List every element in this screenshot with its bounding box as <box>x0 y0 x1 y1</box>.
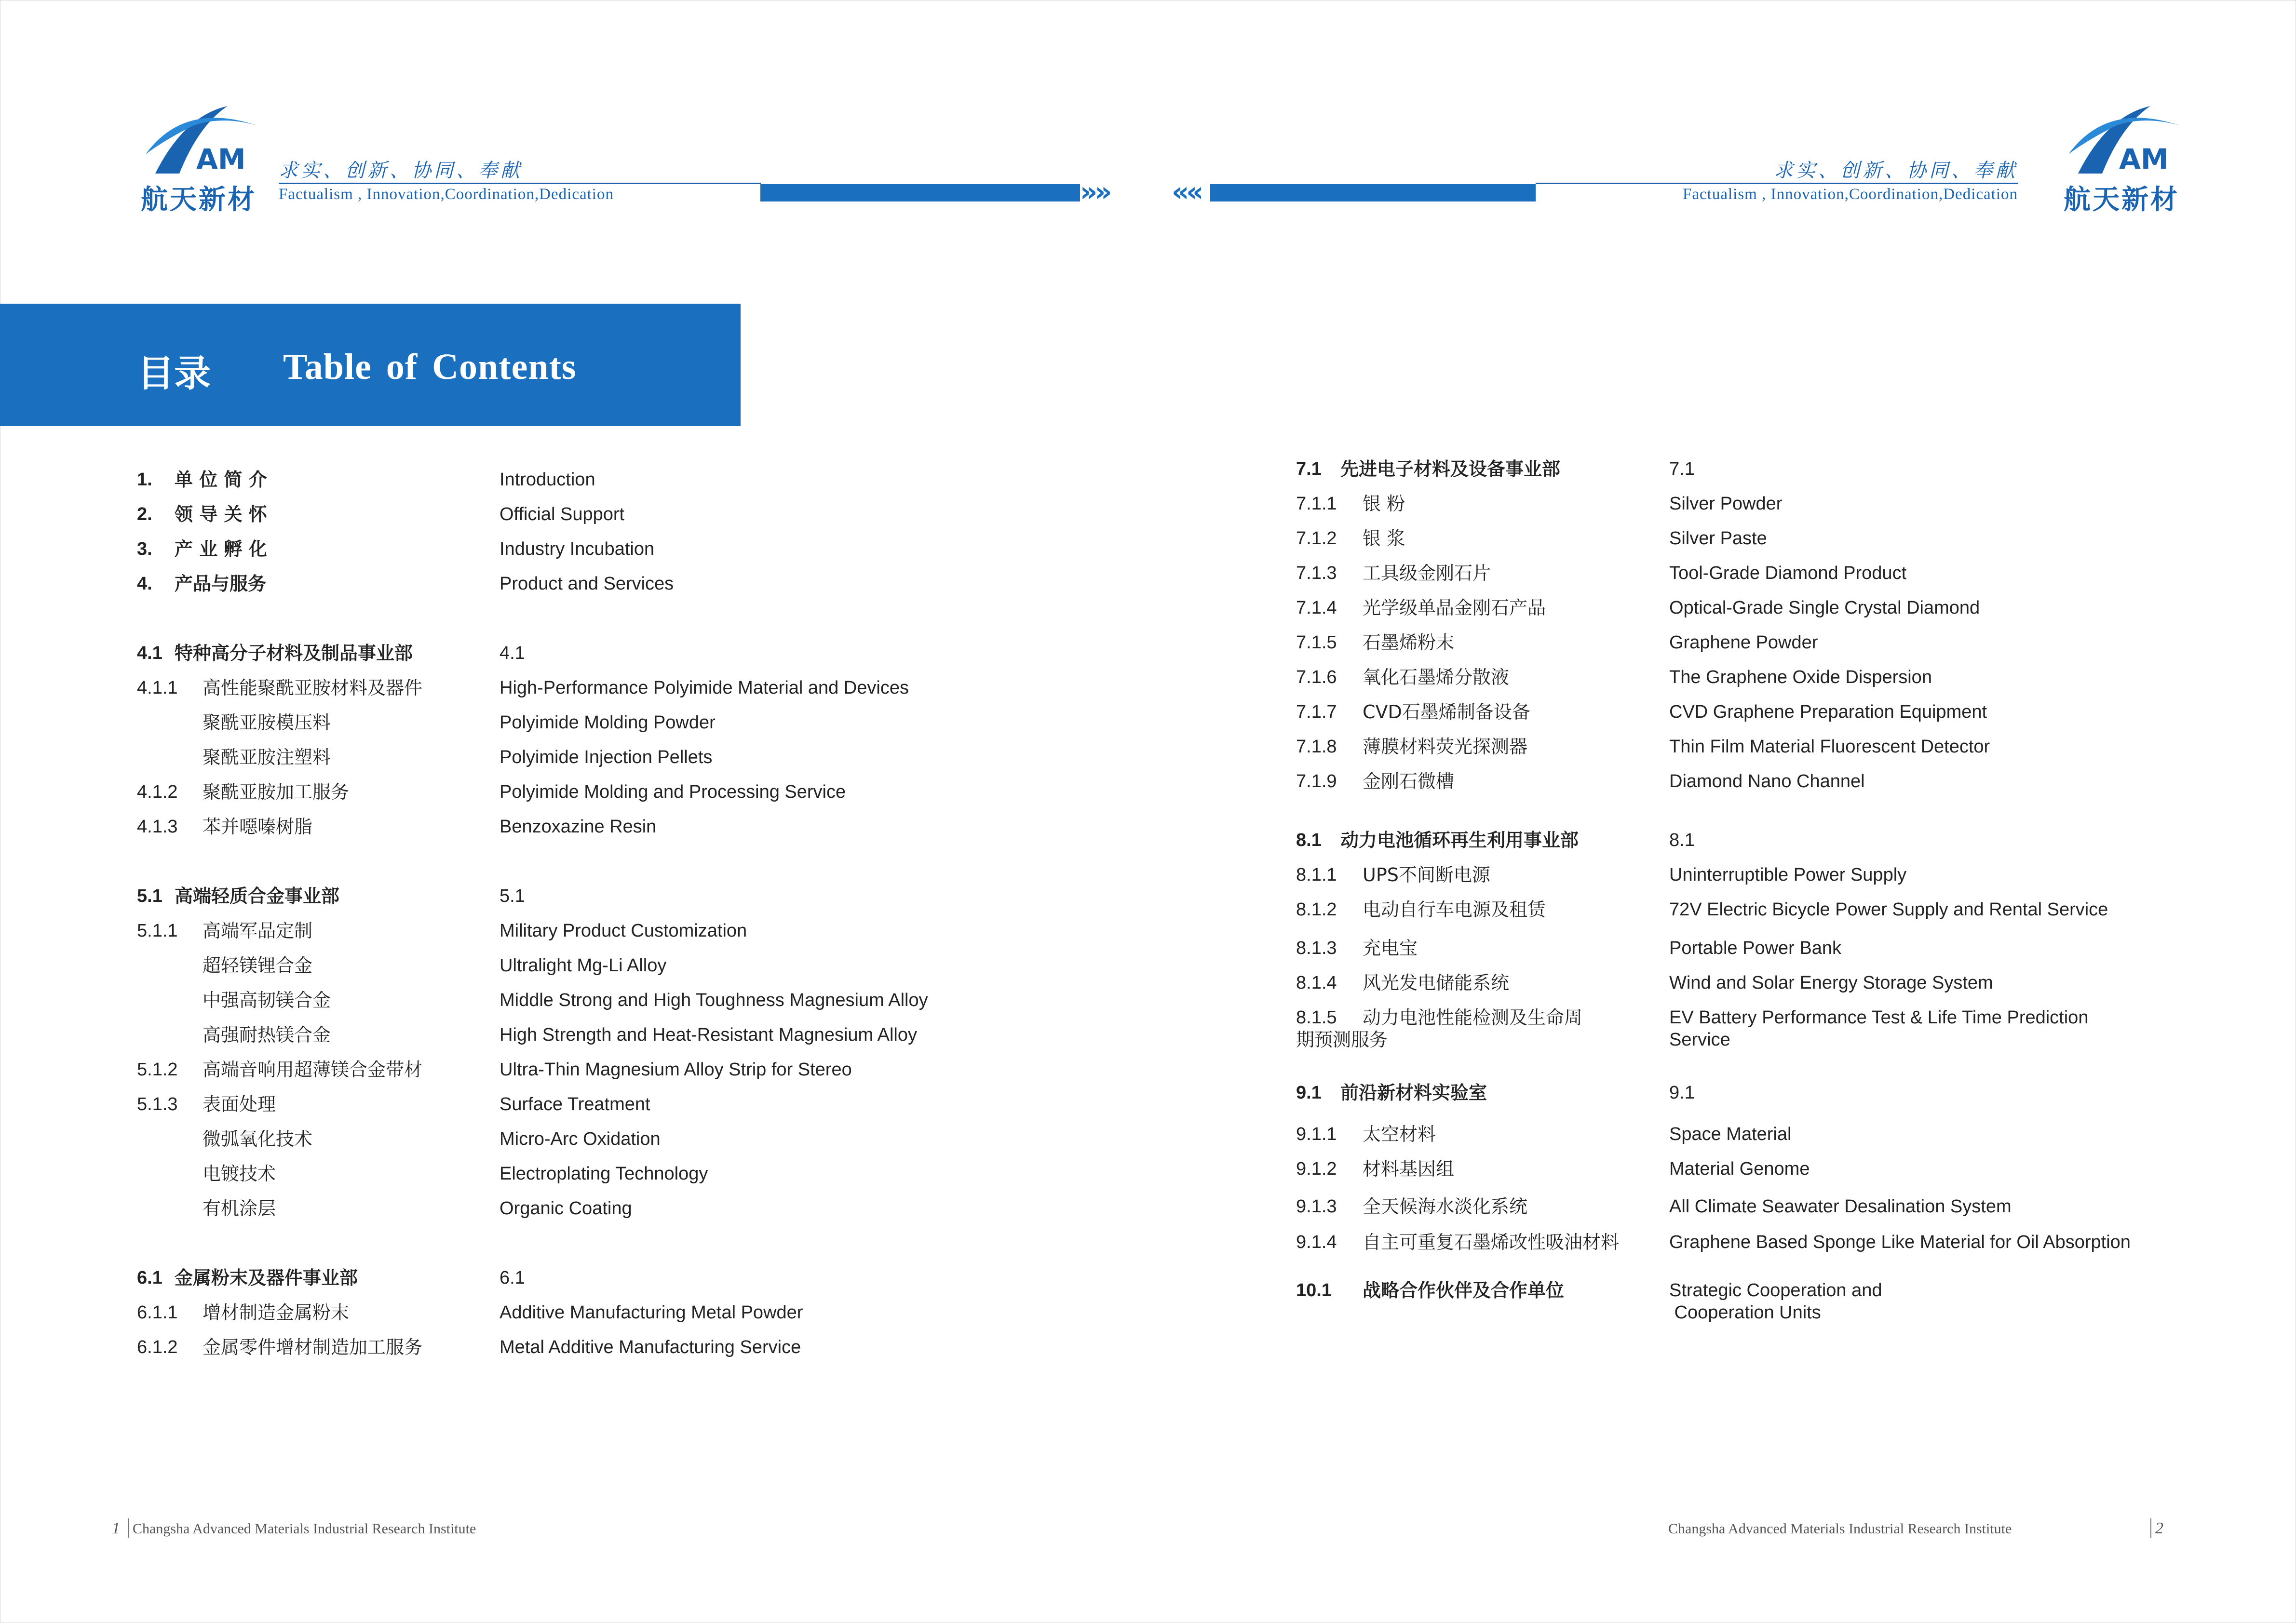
toc-entry-number: 8.1.5 <box>1296 1007 1337 1028</box>
toc-entry-number: 9.1.4 <box>1296 1232 1337 1252</box>
toc-entry-number: 4.1.2 <box>137 782 178 802</box>
toc-entry-title-en[interactable]: Optical-Grade Single Crystal Diamond <box>1669 598 1980 618</box>
toc-entry-title-en[interactable]: Portable Power Bank <box>1669 938 1841 958</box>
toc-entry-title-en[interactable]: Space Material <box>1669 1124 1792 1144</box>
toc-entry-title-cn[interactable]: 超轻镁锂合金 <box>203 955 313 976</box>
toc-entry-title-cn[interactable]: 单 位 简 介 <box>175 469 267 490</box>
toc-entry-title-en[interactable]: EV Battery Performance Test & Life Time Prediction <box>1669 1007 2089 1028</box>
toc-entry-number: 5.1.3 <box>137 1094 178 1114</box>
toc-entry-title-en[interactable]: High-Performance Polyimide Material and Devices <box>500 678 909 698</box>
header-rule-left <box>279 183 761 184</box>
toc-entry-title-en[interactable]: Graphene Based Sponge Like Material for Oil Absorption <box>1669 1232 2131 1252</box>
toc-entry-number: 6.1.2 <box>137 1337 178 1357</box>
toc-entry-title-en[interactable]: Material Genome <box>1669 1159 1810 1179</box>
toc-entry-title-en[interactable]: Introduction <box>500 469 595 490</box>
toc-entry-title-cn[interactable]: 前沿新材料实验室 <box>1340 1082 1487 1103</box>
toc-entry-number: 4.1 <box>137 643 162 663</box>
toc-entry-title-en[interactable]: Polyimide Injection Pellets <box>500 747 713 767</box>
toc-entry-title-en[interactable]: Additive Manufacturing Metal Powder <box>500 1302 803 1323</box>
toc-entry-number: 9.1.3 <box>1296 1196 1337 1217</box>
toc-entry-number: 7.1.7 <box>1296 702 1337 722</box>
toc-entry-title-cn[interactable]: CVD石墨烯制备设备 <box>1363 701 1530 723</box>
toc-entry-number: 7.1.4 <box>1296 598 1337 618</box>
toc-entry-number: 7.1.9 <box>1296 771 1337 791</box>
toc-entry-title-cn[interactable]: 产品与服务 <box>175 573 267 594</box>
slogan-left-cn: 求实、创新、协同、奉献 <box>279 160 523 182</box>
toc-entry-number: 7.1.1 <box>1296 494 1337 514</box>
toc-entry-title-cn[interactable]: 光学级单晶金刚石产品 <box>1363 597 1546 618</box>
toc-entry-title-cn[interactable]: 动力电池性能检测及生命周 <box>1363 1007 1583 1028</box>
toc-entry-number: 8.1.1 <box>1296 865 1337 885</box>
toc-entry-number: 6.1.1 <box>137 1302 178 1323</box>
toc-entry-title-en[interactable]: Official Support <box>500 504 625 524</box>
toc-entry-title-cn[interactable]: 薄膜材料荧光探测器 <box>1363 736 1528 757</box>
toc-entry-number: 1. <box>137 469 152 490</box>
toc-title-banner <box>0 304 741 426</box>
toc-entry-number: 5.1.2 <box>137 1060 178 1080</box>
logo-right-monogram: AM <box>2119 143 2169 175</box>
toc-entry-title-en[interactable]: Product and Services <box>500 574 674 594</box>
toc-entry-title-cn[interactable]: 工具级金刚石片 <box>1363 563 1491 584</box>
toc-entry-title-cn[interactable]: 银 浆 <box>1363 528 1405 549</box>
toc-entry-title-cn[interactable]: 有机涂层 <box>203 1198 276 1219</box>
toc-entry-title-cn[interactable]: 材料基因组 <box>1363 1158 1455 1180</box>
footer-institute-left: Changsha Advanced Materials Industrial Research Institute <box>133 1521 476 1537</box>
toc-entry-title-en[interactable]: Middle Strong and High Toughness Magnesium Alloy <box>500 990 928 1010</box>
toc-entry-title-en[interactable]: Thin Film Material Fluorescent Detector <box>1669 737 1990 757</box>
toc-entry-title-cn[interactable]: 聚酰亚胺模压料 <box>203 712 331 733</box>
toc-entry-number: 4.1.1 <box>137 678 178 698</box>
toc-entry-title-cn[interactable]: 全天候海水淡化系统 <box>1363 1196 1528 1217</box>
toc-entry-title-en[interactable]: Military Product Customization <box>500 921 747 941</box>
logo-emblem-icon <box>126 96 271 183</box>
toc-entry-title-cn[interactable]: 表面处理 <box>203 1094 276 1115</box>
toc-entry-title-cn[interactable]: 动力电池循环再生利用事业部 <box>1340 830 1579 851</box>
toc-entry-title-en[interactable]: 7.1 <box>1669 459 1695 479</box>
toc-entry-title-en[interactable]: Silver Paste <box>1669 528 1767 549</box>
toc-entry-title-cn[interactable]: 太空材料 <box>1363 1124 1436 1145</box>
toc-entry-number: 9.1.1 <box>1296 1124 1337 1144</box>
toc-entry-title-en-continued[interactable]: Cooperation Units <box>1669 1302 1821 1323</box>
toc-entry-title-en[interactable]: Wind and Solar Energy Storage System <box>1669 973 1993 993</box>
toc-entry-number: 8.1.3 <box>1296 938 1337 958</box>
toc-entry-number: 4.1.3 <box>137 817 178 837</box>
toc-entry-title-cn[interactable]: 充电宝 <box>1363 938 1418 959</box>
toc-title-cn: 目录 <box>137 352 211 395</box>
toc-entry-title-en[interactable]: Metal Additive Manufacturing Service <box>500 1337 801 1357</box>
toc-entry-title-en[interactable]: Electroplating Technology <box>500 1164 708 1184</box>
toc-entry-title-cn[interactable]: 金刚石微槽 <box>1363 771 1455 792</box>
toc-entry-number: 7.1.8 <box>1296 737 1337 757</box>
toc-entry-number: 9.1 <box>1296 1083 1322 1103</box>
toc-entry-title-en[interactable]: CVD Graphene Preparation Equipment <box>1669 702 1987 722</box>
toc-entry-title-cn[interactable]: 风光发电储能系统 <box>1363 972 1510 993</box>
toc-entry-number: 5.1.1 <box>137 921 178 941</box>
toc-entry-title-en[interactable]: Graphene Powder <box>1669 632 1818 653</box>
toc-entry-number: 7.1 <box>1296 459 1322 479</box>
toc-entry-title-en[interactable]: Polyimide Molding and Processing Service <box>500 782 846 802</box>
toc-entry-title-cn[interactable]: 先进电子材料及设备事业部 <box>1340 458 1561 480</box>
toc-entry-title-en[interactable]: Surface Treatment <box>500 1094 650 1114</box>
toc-entry-title-cn[interactable]: 苯并噁嗪树脂 <box>203 816 313 837</box>
slogan-right <box>1642 155 2018 203</box>
toc-entry-number: 7.1.6 <box>1296 667 1337 687</box>
toc-entry-title-cn[interactable]: 高端音响用超薄镁合金带材 <box>203 1059 423 1080</box>
page-number-right: 2 <box>2155 1519 2163 1537</box>
toc-entry-title-en[interactable]: The Graphene Oxide Dispersion <box>1669 667 1932 687</box>
toc-entry-number: 4. <box>137 574 152 594</box>
slogan-right-cn: 求实、创新、协同、奉献 <box>1774 160 2018 182</box>
toc-title-en: Table of Contents <box>283 347 577 387</box>
toc-entry-title-cn[interactable]: 特种高分子材料及制品事业部 <box>175 643 413 664</box>
slogan-right-en: Factualism , Innovation,Coordination,Dedication <box>1683 186 2018 203</box>
toc-entry-number: 7.1.2 <box>1296 528 1337 549</box>
toc-entry-title-cn[interactable]: 聚酰亚胺加工服务 <box>203 781 350 803</box>
toc-entry-title-en[interactable]: Micro-Arc Oxidation <box>500 1129 661 1149</box>
toc-entry-title-cn[interactable]: 银 粉 <box>1363 493 1405 514</box>
toc-entry-title-cn-continued[interactable]: 期预测服务 <box>1296 1029 1388 1050</box>
toc-entry-title-cn[interactable]: 金属粉末及器件事业部 <box>175 1267 358 1288</box>
toc-entry-title-en[interactable]: Benzoxazine Resin <box>500 817 657 837</box>
chevrons-left-icon: «« <box>1172 176 1201 208</box>
toc-entry-title-cn[interactable]: 领 导 关 怀 <box>175 504 267 525</box>
toc-entry-title-en[interactable]: 9.1 <box>1669 1083 1695 1103</box>
toc-entry-title-cn[interactable]: 增材制造金属粉末 <box>203 1302 350 1323</box>
toc-entry-number: 6.1 <box>137 1268 162 1288</box>
toc-entry-title-en[interactable]: Silver Powder <box>1669 494 1783 514</box>
toc-entry-title-en-continued[interactable]: Service <box>1669 1030 1730 1050</box>
toc-entry-number: 3. <box>137 539 152 559</box>
toc-entry-title-cn[interactable]: 战略合作伙伴及合作单位 <box>1363 1280 1565 1301</box>
toc-entry-title-cn[interactable]: 产 业 孵 化 <box>175 538 267 560</box>
header-bar-right <box>1210 184 1536 201</box>
toc-entry-title-cn[interactable]: UPS不间断电源 <box>1363 864 1490 885</box>
toc-entry-title-en[interactable]: Strategic Cooperation and <box>1669 1280 1882 1301</box>
toc-entry-title-en[interactable]: 8.1 <box>1669 830 1695 850</box>
chevrons-right-icon: »» <box>1080 176 1109 208</box>
toc-entry-title-en[interactable]: 6.1 <box>500 1268 525 1288</box>
toc-entry-title-en[interactable]: Tool-Grade Diamond Product <box>1669 563 1907 583</box>
logo-left-name: 航天新材 <box>141 184 257 215</box>
toc-entry-title-en[interactable]: Uninterruptible Power Supply <box>1669 865 1907 885</box>
toc-entry-title-en[interactable]: 4.1 <box>500 643 525 663</box>
toc-entry-number: 7.1.3 <box>1296 563 1337 583</box>
toc-entry-title-cn[interactable]: 聚酰亚胺注塑料 <box>203 747 331 768</box>
logo-right <box>2049 96 2194 215</box>
toc-entry-title-cn[interactable]: 石墨烯粉末 <box>1363 632 1455 653</box>
slogan-left-en: Factualism , Innovation,Coordination,Dedication <box>279 186 614 203</box>
toc-entry-title-en[interactable]: Polyimide Molding Powder <box>500 712 716 733</box>
header-bar-left <box>760 184 1080 201</box>
slogan-left <box>279 155 614 203</box>
toc-entry-number: 5.1 <box>137 886 162 906</box>
toc-entry-title-cn[interactable]: 自主可重复石墨烯改性吸油材料 <box>1363 1232 1620 1253</box>
toc-entry-title-cn[interactable]: 高性能聚酰亚胺材料及器件 <box>203 677 423 698</box>
toc-entry-title-en[interactable]: Ultralight Mg-Li Alloy <box>500 955 667 976</box>
toc-entry-title-cn[interactable]: 高端轻质合金事业部 <box>175 885 340 907</box>
toc-entry-number: 8.1.2 <box>1296 899 1337 920</box>
toc-entry-title-cn[interactable]: 高强耐热镁合金 <box>203 1024 331 1046</box>
logo-right-name: 航天新材 <box>2064 184 2179 215</box>
logo-left <box>126 96 271 215</box>
logo-emblem-icon <box>2049 96 2194 183</box>
toc-entry-title-cn[interactable]: 微弧氧化技术 <box>203 1128 313 1150</box>
toc-entry-title-cn[interactable]: 电动自行车电源及租赁 <box>1363 899 1546 920</box>
toc-entry-title-cn[interactable]: 高端军品定制 <box>203 920 313 941</box>
toc-entry-number: 10.1 <box>1296 1280 1332 1301</box>
toc-entry-title-en[interactable]: High Strength and Heat-Resistant Magnesium Alloy <box>500 1025 918 1045</box>
toc-entry-number: 8.1 <box>1296 830 1322 850</box>
footer-separator-right <box>2150 1518 2151 1538</box>
footer-separator-left <box>128 1518 129 1538</box>
toc-entry-title-en[interactable]: 72V Electric Bicycle Power Supply and Rental Service <box>1669 899 2108 920</box>
toc-entry-number: 9.1.2 <box>1296 1159 1337 1179</box>
toc-entry-title-en[interactable]: Industry Incubation <box>500 539 655 559</box>
toc-entry-title-en[interactable]: 5.1 <box>500 886 525 906</box>
toc-entry-title-en[interactable]: Organic Coating <box>500 1198 632 1219</box>
toc-entry-title-en[interactable]: All Climate Seawater Desalination System <box>1669 1196 2012 1217</box>
toc-entry-number: 2. <box>137 504 152 524</box>
toc-entry-title-cn[interactable]: 电镀技术 <box>203 1163 276 1184</box>
toc-entry-title-cn[interactable]: 氧化石墨烯分散液 <box>1363 667 1510 688</box>
logo-left-monogram: AM <box>196 143 246 175</box>
toc-entry-number: 7.1.5 <box>1296 632 1337 653</box>
toc-entry-number: 8.1.4 <box>1296 973 1337 993</box>
toc-entry-title-cn[interactable]: 金属零件增材制造加工服务 <box>203 1337 423 1358</box>
footer-institute-right: Changsha Advanced Materials Industrial Research Institute <box>1668 1521 2012 1537</box>
page-number-left: 1 <box>112 1519 120 1537</box>
toc-entry-title-en[interactable]: Ultra-Thin Magnesium Alloy Strip for Stereo <box>500 1060 852 1080</box>
toc-entry-title-cn[interactable]: 中强高韧镁合金 <box>203 990 331 1011</box>
toc-entry-title-en[interactable]: Diamond Nano Channel <box>1669 771 1865 791</box>
